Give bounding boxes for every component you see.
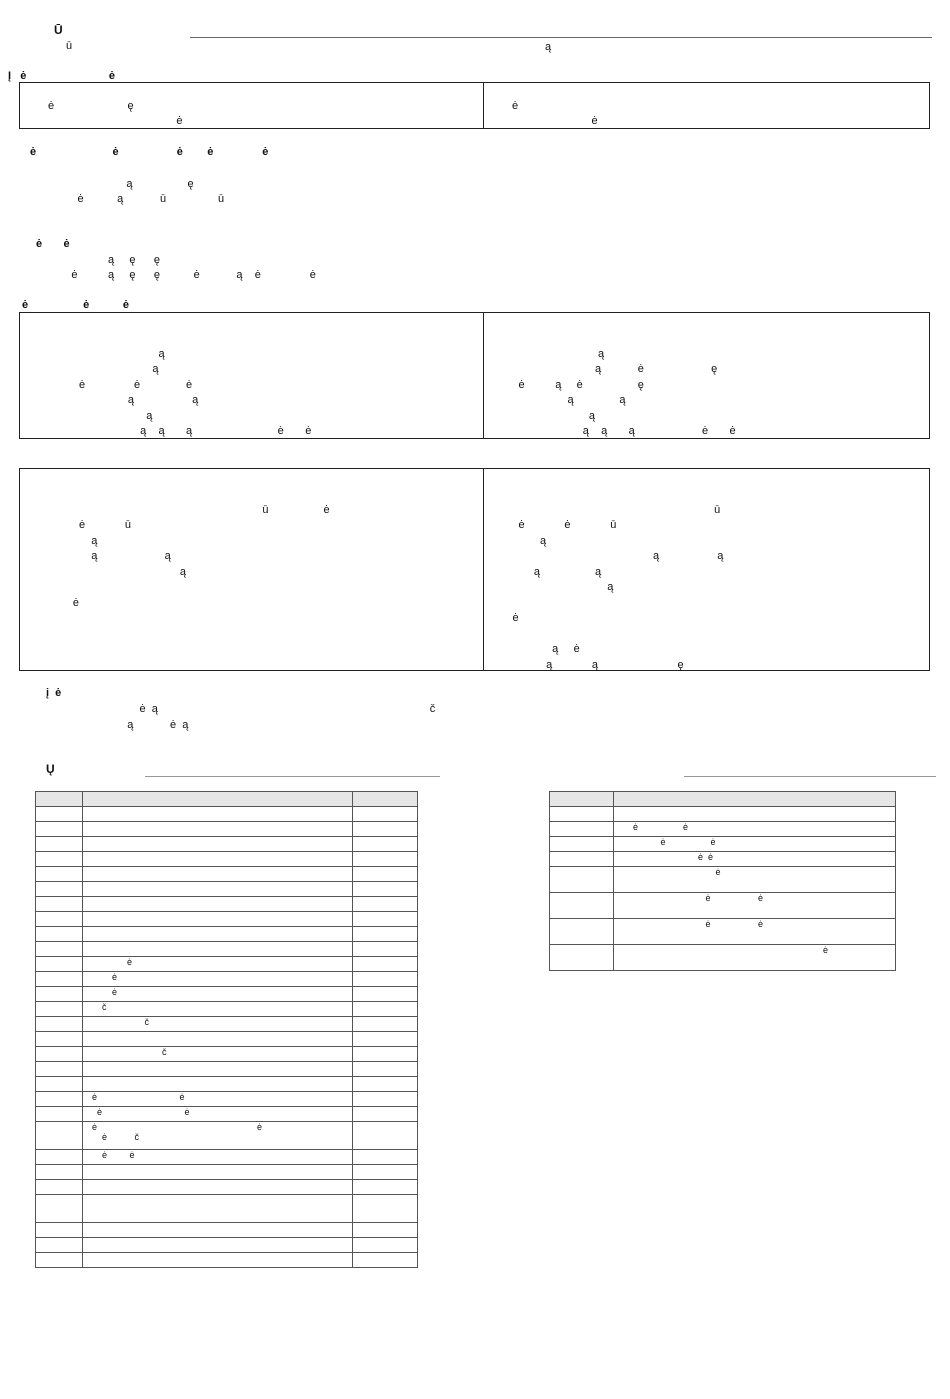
table-cell [353,1032,418,1047]
paragraph-2-line-1: ą ę ę [53,254,160,266]
box3-right-line: ė [488,612,519,624]
box3-left-line: ė ū [24,519,131,531]
box2-left-line: ą ą [24,394,199,406]
table-cell [353,1195,418,1223]
table-cell [83,942,353,957]
section-heading-1: Į ė ė [8,70,115,82]
table-row [36,1092,418,1107]
table-header-cell [614,792,896,807]
table-row [550,852,896,867]
box2-right-line: ą [488,347,605,360]
box3-right-line: ą ė [488,643,580,655]
table-cell [36,852,83,867]
box3-right-line: ū [488,503,721,516]
table-cell [83,1223,353,1238]
table-cell [36,1195,83,1223]
table-row [36,1107,418,1122]
table-cell [83,1238,353,1253]
table-cell [36,1150,83,1165]
table-cell [36,1002,83,1017]
table-row [36,927,418,942]
info-box-1-left-line-1: ė ę [48,100,134,112]
table-cell [550,822,614,837]
document-title: Ū [54,23,63,37]
table-cell: ė ė [614,919,896,945]
table-cell [36,1107,83,1122]
table-row [550,867,896,893]
info-box-1-right-line-1: ė [512,100,519,112]
table-cell [353,852,418,867]
table-cell [83,1253,353,1268]
table-cell [353,1165,418,1180]
table-row [36,1002,418,1017]
section-6-rule-left [145,776,440,777]
box2-left-line: ą [24,347,165,360]
table-cell [353,867,418,882]
box3-right-line: ą [488,581,614,593]
box2-right-line: ą ą ą ė ė [488,425,736,437]
table-cell [36,882,83,897]
table-cell [353,942,418,957]
table-cell: ė [614,867,896,893]
table-cell [550,837,614,852]
table-row [36,912,418,927]
section-6-rule-right [684,776,936,777]
table-cell [83,852,353,867]
table-cell: ė ė [83,1107,353,1122]
table-cell [83,927,353,942]
table-row [36,1195,418,1223]
table-cell [353,1150,418,1165]
table-cell [353,1122,418,1150]
section-heading-5: į ė [46,687,62,699]
table-row [36,1238,418,1253]
table-cell [353,1107,418,1122]
table-cell [36,1032,83,1047]
table-cell [353,1180,418,1195]
table-cell [36,972,83,987]
table-row [36,1047,418,1062]
table-row [36,897,418,912]
section-heading-3: ė ė [36,238,70,250]
table-cell: ė ė [614,893,896,919]
data-table-right [549,791,896,971]
table-cell [36,1238,83,1253]
table-cell [353,837,418,852]
info-box-1-divider [483,82,484,129]
table-cell [83,837,353,852]
table-cell [83,822,353,837]
table-row [36,1180,418,1195]
table-cell: ė ė [83,1092,353,1107]
box3-left-line: ą [24,565,186,578]
section-heading-6: Ų [46,762,55,776]
table-cell: ė ė ė č [83,1122,353,1150]
table-row [36,882,418,897]
table-row [36,1122,418,1150]
section-heading-2: ė ė ė ė ė [30,146,269,158]
table-cell [353,912,418,927]
section-5-line-1: ė ą č [60,703,436,715]
paragraph-1-line-2: ė ą ū ū [53,193,225,205]
table-cell [550,807,614,822]
table-cell: ė ė [83,1150,353,1165]
table-row [36,957,418,972]
table-cell [36,1223,83,1238]
box2-left-line: ė ė ė [24,378,193,391]
table-header-cell [36,792,83,807]
table-cell [83,1062,353,1077]
info-box-1-right-line-2: ė [512,115,598,127]
table-row [36,972,418,987]
table-cell [83,912,353,927]
table-cell [353,987,418,1002]
table-row [36,942,418,957]
table-row [550,822,896,837]
box2-left-line: ą [24,363,159,375]
table-row [550,837,896,852]
table-cell: ė ė [614,822,896,837]
table-cell: ė ė [614,852,896,867]
table-row [36,1032,418,1047]
box3-right-line: ą ą [488,565,602,578]
table-cell [36,1092,83,1107]
table-header-cell [353,792,418,807]
table-row [36,1223,418,1238]
paragraph-1-line-1: ą ę [53,178,194,190]
box2-right-line: ą ė ę [488,363,718,375]
box3-right-line: ė ė ū [488,519,617,531]
table-cell [36,1253,83,1268]
paragraph-2-line-2: ė ą ę ę ė ą ė ė [53,269,316,281]
table-header-row [36,792,418,807]
table-cell [353,1017,418,1032]
box2-left-line: ą [24,409,153,422]
table-cell [550,945,614,971]
box3-right-line: ą ą [488,550,724,562]
table-cell [83,1032,353,1047]
table-cell [36,1062,83,1077]
section-heading-4: ė ė ė [22,299,129,311]
header-rule [190,37,932,38]
table-cell [36,1017,83,1032]
table-header-cell [83,792,353,807]
table-cell: č [83,1017,353,1032]
document-subtitle: ū [66,40,73,52]
table-cell [353,1092,418,1107]
table-cell [36,957,83,972]
table-row [36,852,418,867]
table-cell [353,1253,418,1268]
box3-left-line: ą [24,534,98,547]
table-cell [36,1165,83,1180]
table-row [36,837,418,852]
table-row [36,1253,418,1268]
box3-right-line: ą [488,534,547,547]
table-cell [353,1077,418,1092]
box2-left-line: ą ą ą ė ė [24,425,312,437]
table-cell [83,882,353,897]
table-cell: ė [83,972,353,987]
table-cell [36,1122,83,1150]
table-header-cell [550,792,614,807]
table-cell [353,882,418,897]
table-cell: č [83,1047,353,1062]
table-cell [550,919,614,945]
table-cell [36,1047,83,1062]
table-cell [353,1238,418,1253]
info-box-1-left-line-2: ė [48,115,183,127]
table-cell [36,1180,83,1195]
table-row [36,822,418,837]
table-cell [36,927,83,942]
table-cell: ė [83,957,353,972]
table-cell [83,1077,353,1092]
table-row [36,1165,418,1180]
table-cell [36,837,83,852]
table-cell [36,807,83,822]
header-right-text: ą [545,41,552,53]
table-cell: ė [83,987,353,1002]
table-cell [83,867,353,882]
table-row [36,867,418,882]
table-row [550,807,896,822]
info-box-3-divider [483,468,484,671]
info-box-2 [19,312,930,439]
box3-left-line: ė [24,596,80,609]
table-cell [353,972,418,987]
table-cell [550,893,614,919]
table-cell [83,1195,353,1223]
table-cell: ė [614,945,896,971]
info-box-2-divider [483,312,484,439]
table-row [550,919,896,945]
table-cell [353,1062,418,1077]
table-row [36,987,418,1002]
table-row [36,1017,418,1032]
table-cell: ė ė [614,837,896,852]
table-row [36,1150,418,1165]
table-cell [614,807,896,822]
table-row [36,807,418,822]
table-header-row [550,792,896,807]
table-cell [36,912,83,927]
data-table-left [35,791,418,1268]
table-cell [36,987,83,1002]
box3-left-line: ą ą [24,550,171,562]
table-row [550,945,896,971]
table-cell [353,807,418,822]
table-cell [353,897,418,912]
table-cell [36,897,83,912]
table-cell [83,1165,353,1180]
table-row [550,893,896,919]
table-cell [36,867,83,882]
table-cell [353,1223,418,1238]
table-cell [353,1047,418,1062]
section-5-line-2: ą ė ą [60,719,189,731]
table-cell [36,822,83,837]
box2-right-line: ą [488,409,595,422]
table-cell [550,867,614,893]
table-cell [83,1180,353,1195]
box2-right-line: ė ą ė ę [488,378,644,391]
box2-right-line: ą ą [488,394,626,406]
table-cell [36,942,83,957]
table-cell [36,1077,83,1092]
table-row [36,1077,418,1092]
table-cell [550,852,614,867]
table-cell [353,927,418,942]
table-row [36,1062,418,1077]
box3-left-line: ū ė [24,503,330,516]
table-cell: č [83,1002,353,1017]
table-cell [353,1002,418,1017]
table-cell [353,822,418,837]
box3-right-line: ą ą ę [488,658,684,671]
table-cell [83,807,353,822]
table-cell [83,897,353,912]
table-cell [353,957,418,972]
